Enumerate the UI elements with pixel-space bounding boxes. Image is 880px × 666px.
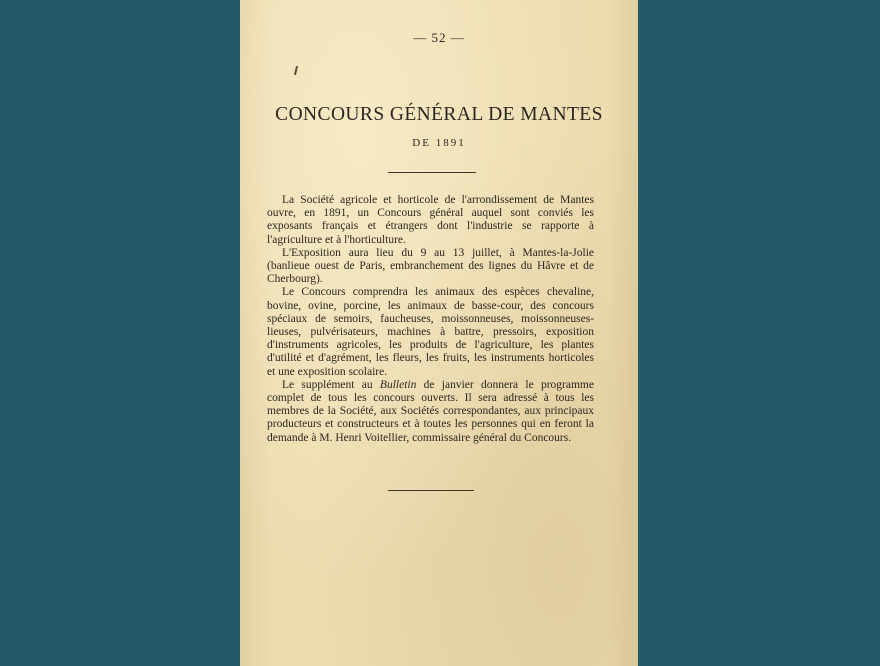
ink-mark bbox=[294, 66, 298, 75]
top-divider bbox=[388, 172, 476, 173]
document-subtitle: DE 1891 bbox=[412, 137, 466, 149]
paragraph-4-lead: Le supplément au bbox=[282, 378, 380, 391]
paragraph-4 bbox=[267, 379, 594, 445]
document-title: CONCOURS GÉNÉRAL DE MANTES bbox=[275, 104, 603, 125]
document-page bbox=[240, 0, 638, 666]
paragraph-3: Le Concours comprendra les animaux des espèces chevaline, bovine, ovine, porcine, les animaux de basse-cour, des concours spéciaux de semoirs, faucheuses, moissonneuses, moissonneuses-lieuses, pulvérisateurs, machines à battre, pressoirs, exposition d'instruments agricoles, les produits de l'agriculture, les plantes d'utilité et d'agrément, les fleurs, les fruits, les instruments horticoles et une exposition scolaire. bbox=[267, 286, 594, 378]
bulletin-emphasis: Bulletin bbox=[379, 378, 417, 391]
paragraph-1: La Société agricole et horticole de l'arrondissement de Mantes ouvre, en 1891, un Concours général auquel sont conviés les exposants français et étrangers dont l'industrie se rapporte à l'agriculture et à l'horticulture. bbox=[267, 194, 594, 246]
paragraph-2: L'Exposition aura lieu du 9 au 13 juillet, à Mantes-la-Jolie (banlieue ouest de Paris, embranchement des lignes du Hâvre et de Cherbourg). bbox=[267, 246, 594, 286]
bottom-divider bbox=[388, 490, 474, 491]
article-body bbox=[267, 194, 594, 445]
paragraph-4-rest: de janvier donnera le programme complet de tous les concours ouverts. Il sera adressé à tous les membres de la Société, aux Sociétés correspondantes, aux principaux producteurs et constructeurs et à toutes les personnes qui en feront la demande à M. Henri Voitellier, commissaire général du Concours. bbox=[267, 378, 594, 444]
page-number: — 52 — bbox=[413, 30, 465, 45]
